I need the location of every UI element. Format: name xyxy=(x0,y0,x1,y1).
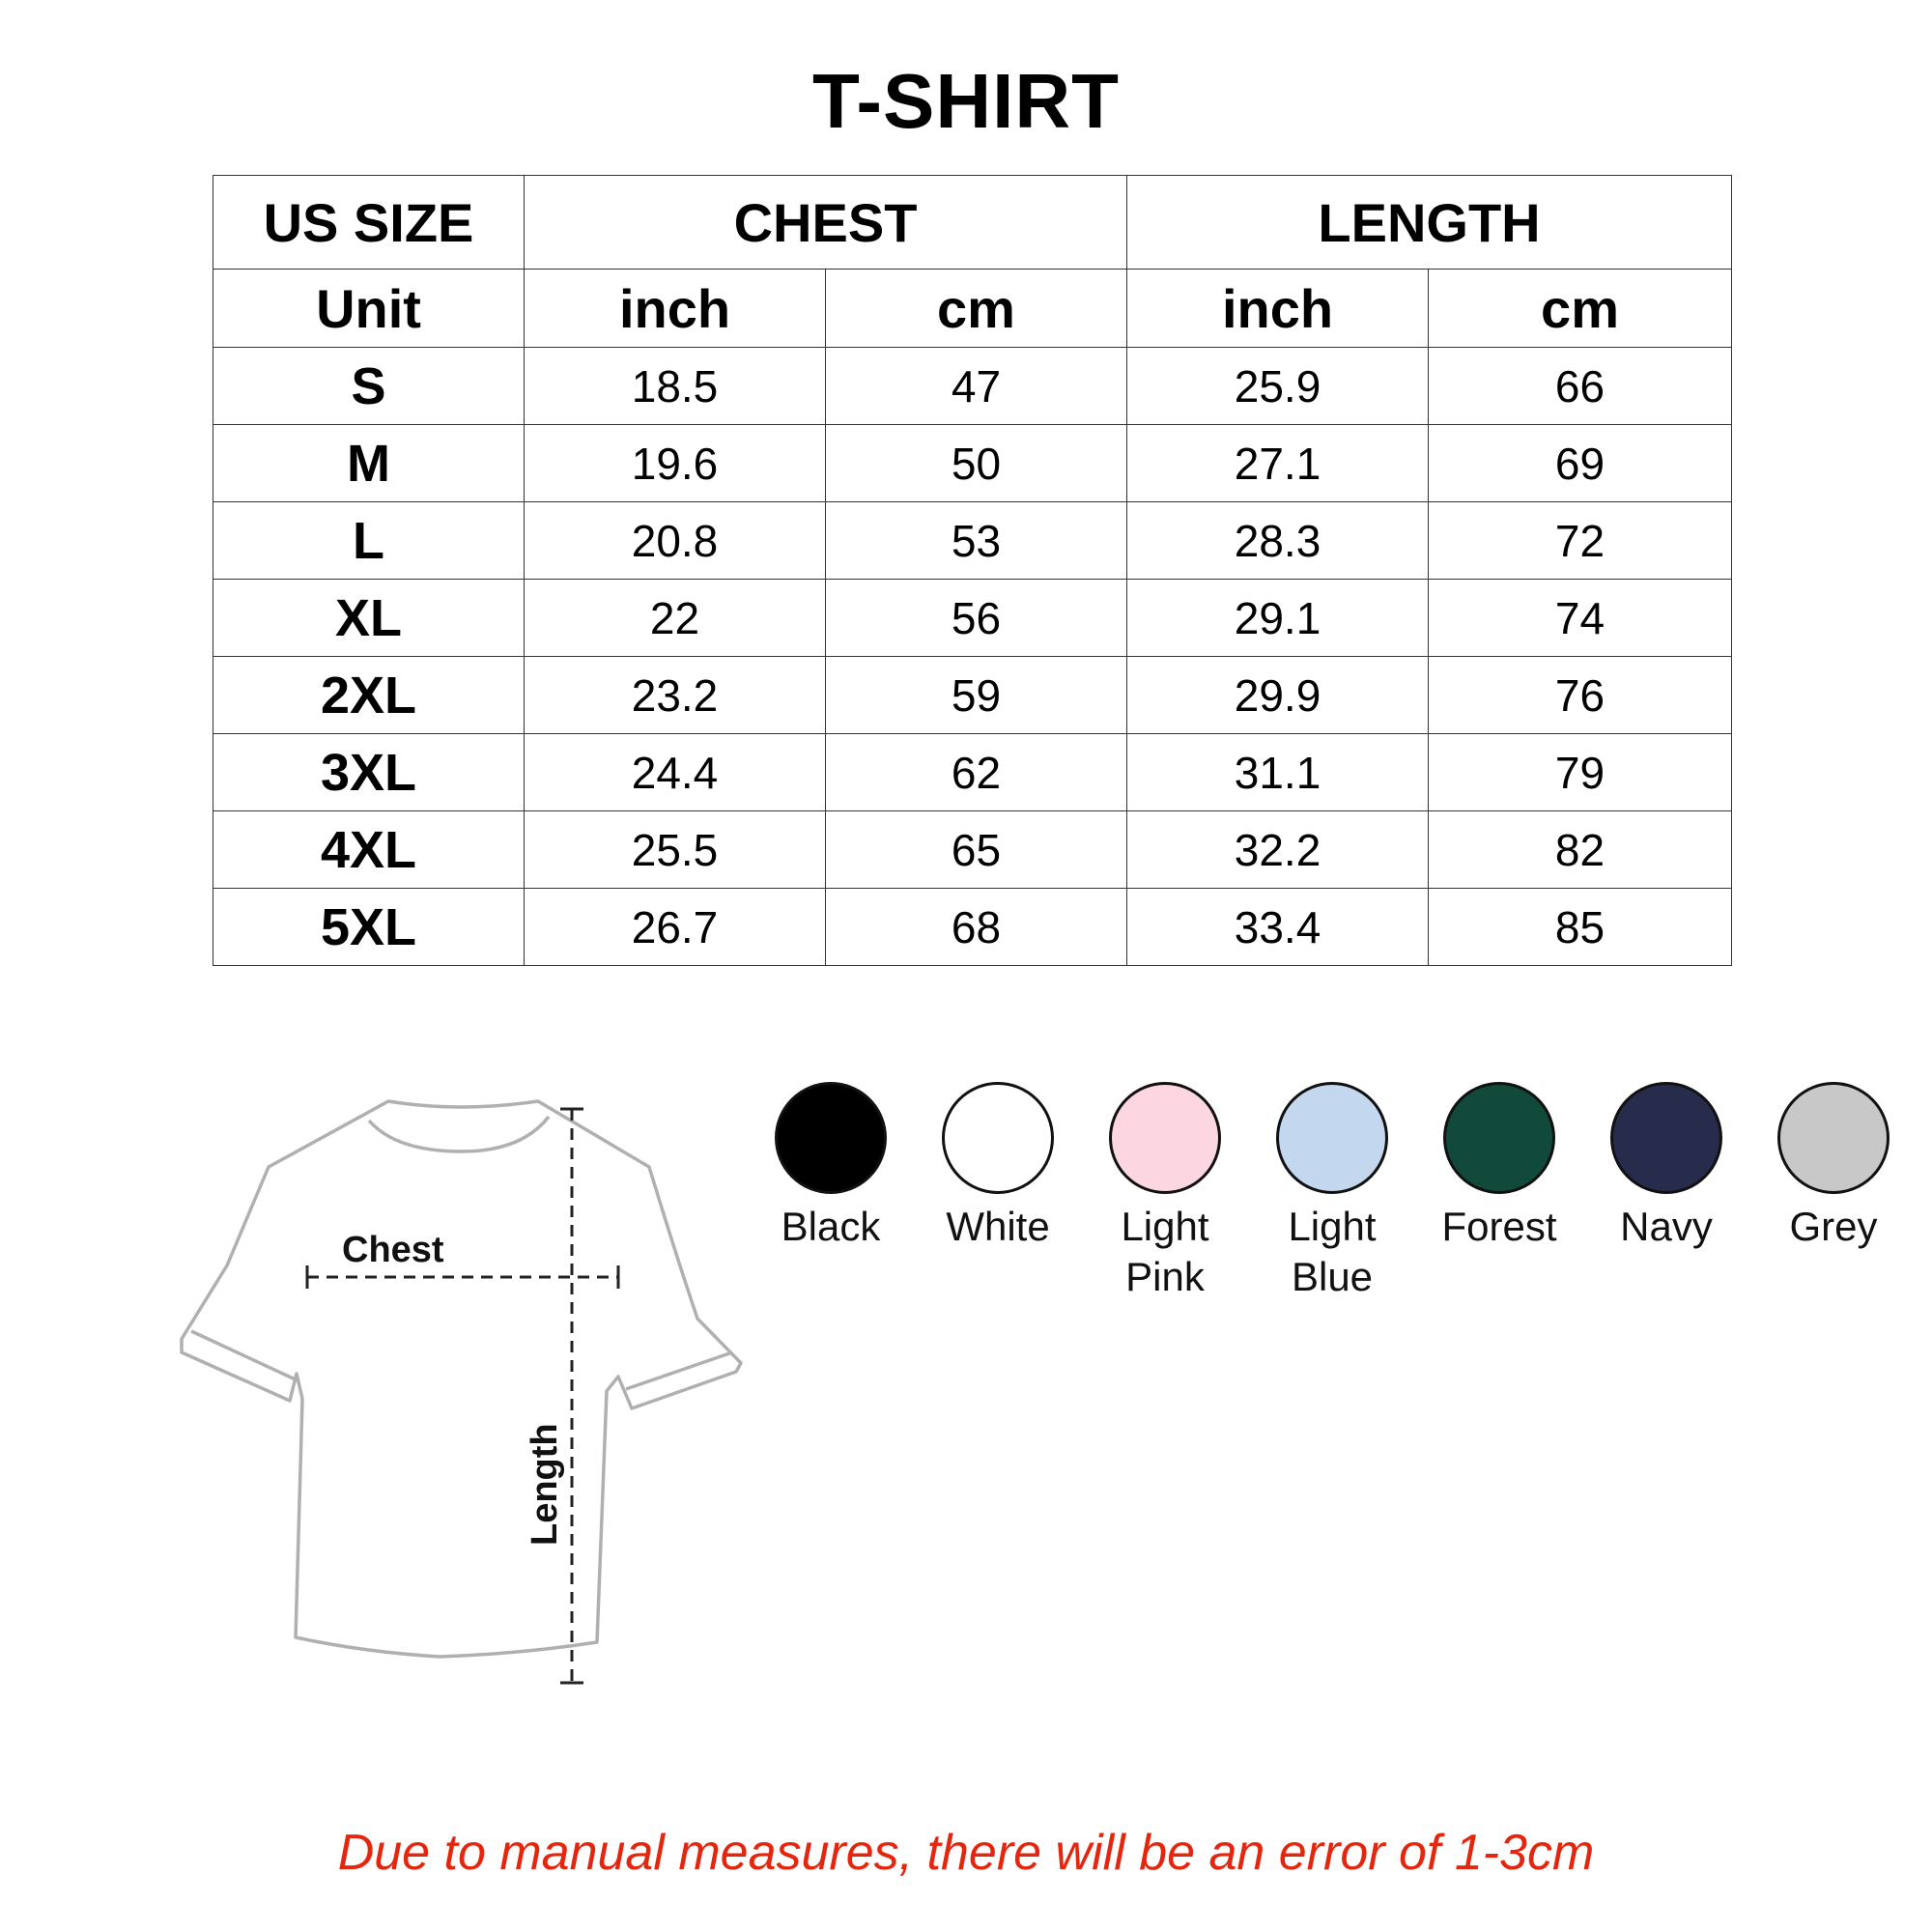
header-us-size: US SIZE xyxy=(213,176,525,270)
chest-cm-cell: 68 xyxy=(826,889,1127,966)
length-cm-cell: 74 xyxy=(1429,580,1732,657)
length-cm-cell: 82 xyxy=(1429,811,1732,889)
chest-cm-cell: 56 xyxy=(826,580,1127,657)
length-cm-cell: 76 xyxy=(1429,657,1732,734)
size-cell: 5XL xyxy=(213,889,525,966)
table-header-row xyxy=(213,176,1732,270)
unit-chest-inch: inch xyxy=(525,270,826,348)
table-row xyxy=(213,425,1732,502)
table-row xyxy=(213,348,1732,425)
table-row xyxy=(213,811,1732,889)
size-cell: 4XL xyxy=(213,811,525,889)
color-name: Grey xyxy=(1789,1204,1878,1249)
length-cm-cell: 72 xyxy=(1429,502,1732,580)
shirt-sleeve-band-left xyxy=(191,1331,299,1381)
chest-cm-cell: 53 xyxy=(826,502,1127,580)
measurement-note: Due to manual measures, there will be an error of 1-3cm xyxy=(337,1825,1595,1881)
chest-cm-cell: 65 xyxy=(826,811,1127,889)
length-inch-cell: 32.2 xyxy=(1127,811,1429,889)
unit-chest-cm: cm xyxy=(826,270,1127,348)
size-cell: 2XL xyxy=(213,657,525,734)
chest-inch-cell: 19.6 xyxy=(525,425,826,502)
color-name: Black xyxy=(781,1204,881,1249)
chest-label: Chest xyxy=(342,1230,444,1270)
chest-cm-cell: 50 xyxy=(826,425,1127,502)
color-name: Navy xyxy=(1620,1204,1713,1249)
unit-label: Unit xyxy=(213,270,525,348)
color-swatch xyxy=(744,1082,918,1252)
chest-inch-cell: 24.4 xyxy=(525,734,826,811)
size-cell: M xyxy=(213,425,525,502)
color-swatch xyxy=(1579,1082,1753,1252)
color-dot xyxy=(1777,1082,1889,1194)
length-inch-cell: 27.1 xyxy=(1127,425,1429,502)
size-cell: XL xyxy=(213,580,525,657)
color-dot xyxy=(1109,1082,1221,1194)
color-name: White xyxy=(946,1204,1050,1249)
color-name: Forest xyxy=(1441,1204,1557,1249)
size-cell: 3XL xyxy=(213,734,525,811)
length-inch-cell: 25.9 xyxy=(1127,348,1429,425)
color-name: Light Blue xyxy=(1288,1204,1377,1299)
chest-inch-cell: 26.7 xyxy=(525,889,826,966)
chest-cm-cell: 62 xyxy=(826,734,1127,811)
page-title: T-SHIRT xyxy=(811,58,1121,144)
length-inch-cell: 33.4 xyxy=(1127,889,1429,966)
color-dot xyxy=(775,1082,887,1194)
unit-length-cm: cm xyxy=(1429,270,1732,348)
table-row xyxy=(213,502,1732,580)
length-cm-cell: 85 xyxy=(1429,889,1732,966)
chest-cm-cell: 47 xyxy=(826,348,1127,425)
shirt-sleeve-band-right xyxy=(626,1352,732,1389)
color-swatch xyxy=(1078,1082,1252,1302)
table-row xyxy=(213,657,1732,734)
length-inch-cell: 28.3 xyxy=(1127,502,1429,580)
length-inch-cell: 29.1 xyxy=(1127,580,1429,657)
size-cell: L xyxy=(213,502,525,580)
length-inch-cell: 31.1 xyxy=(1127,734,1429,811)
length-label: Length xyxy=(525,1423,565,1546)
length-inch-cell: 29.9 xyxy=(1127,657,1429,734)
length-cm-cell: 66 xyxy=(1429,348,1732,425)
unit-length-inch: inch xyxy=(1127,270,1429,348)
chest-inch-cell: 22 xyxy=(525,580,826,657)
chest-inch-cell: 23.2 xyxy=(525,657,826,734)
color-swatch xyxy=(1245,1082,1419,1302)
table-unit-row xyxy=(213,270,1732,348)
header-length: LENGTH xyxy=(1127,176,1732,270)
color-swatch xyxy=(911,1082,1085,1252)
color-dot xyxy=(1610,1082,1722,1194)
size-table xyxy=(213,175,1732,966)
table-row xyxy=(213,889,1732,966)
color-dot xyxy=(942,1082,1054,1194)
color-swatches xyxy=(744,1082,1903,1333)
chest-inch-cell: 18.5 xyxy=(525,348,826,425)
chest-inch-cell: 25.5 xyxy=(525,811,826,889)
length-cm-cell: 69 xyxy=(1429,425,1732,502)
header-chest: CHEST xyxy=(525,176,1127,270)
length-cm-cell: 79 xyxy=(1429,734,1732,811)
chest-cm-cell: 59 xyxy=(826,657,1127,734)
color-name: Light Pink xyxy=(1121,1204,1209,1299)
table-row xyxy=(213,734,1732,811)
table-row xyxy=(213,580,1732,657)
color-dot xyxy=(1443,1082,1555,1194)
shirt-collar xyxy=(369,1117,549,1151)
chest-inch-cell: 20.8 xyxy=(525,502,826,580)
color-dot xyxy=(1276,1082,1388,1194)
tshirt-diagram xyxy=(174,1092,753,1710)
size-cell: S xyxy=(213,348,525,425)
color-swatch xyxy=(1747,1082,1920,1252)
color-swatch xyxy=(1412,1082,1586,1252)
